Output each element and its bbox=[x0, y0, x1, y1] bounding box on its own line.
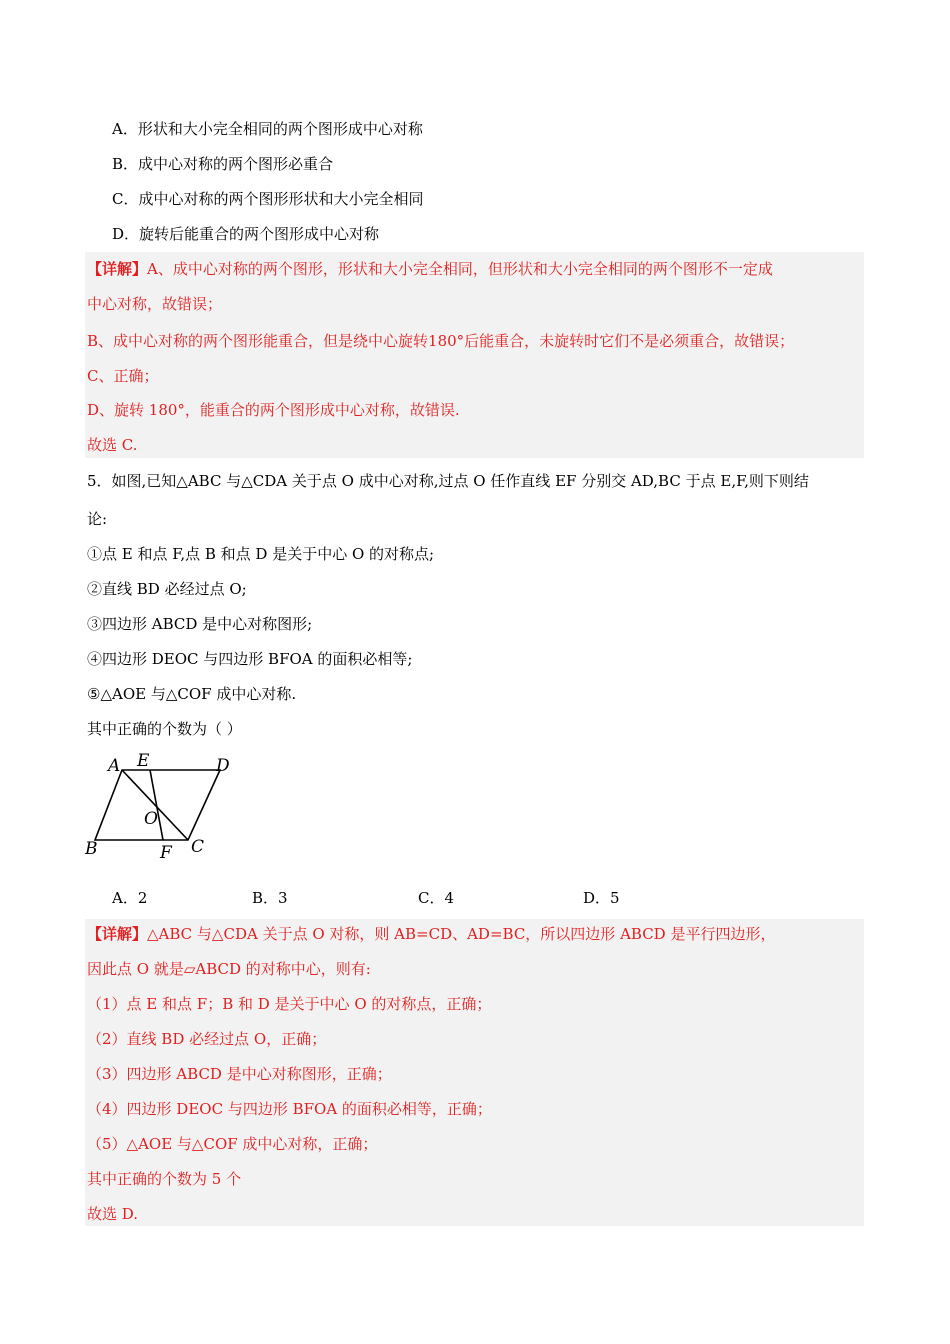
q5-solution-line-6: （4）四边形 DEOC 与四边形 BFOA 的面积必相等，正确； bbox=[87, 1100, 492, 1118]
q4-solution-box bbox=[85, 252, 864, 458]
q5-solution-line-5: （3）四边形 ABCD 是中心对称图形，正确； bbox=[87, 1065, 392, 1083]
q5-solution-text-1: △ABC 与△CDA 关于点 O 对称，则 AB=CD、AD=BC，所以四边形 ABCD 是平行四边形， bbox=[147, 925, 776, 943]
q5-statement-2: ②直线 BD 必经过点 O; bbox=[87, 580, 247, 598]
q4-option-b: B．成中心对称的两个图形必重合 bbox=[112, 155, 334, 173]
q5-solution-line-9: 故选 D. bbox=[87, 1205, 139, 1223]
segment-ef bbox=[150, 770, 163, 840]
q5-statement-1: ①点 E 和点 F,点 B 和点 D 是关于中心 O 的对称点; bbox=[87, 545, 435, 563]
label-d: D bbox=[216, 756, 230, 776]
q4-solution-line-1 bbox=[87, 259, 773, 279]
q5-choice-a: A．2 bbox=[112, 889, 148, 907]
q4-solution-tag: 【详解】 bbox=[87, 260, 148, 278]
q5-solution-line-7: （5）△AOE 与△COF 成中心对称，正确； bbox=[87, 1135, 378, 1153]
label-a: A bbox=[108, 756, 121, 776]
q5-solution-line-2: 因此点 O 就是▱ABCD 的对称中心，则有: bbox=[87, 960, 371, 978]
diagonal-ac bbox=[122, 770, 188, 840]
q5-choice-c: C．4 bbox=[418, 889, 455, 907]
q4-solution-line-2: 中心对称，故错误； bbox=[87, 295, 223, 313]
q5-choice-d: D．5 bbox=[583, 889, 620, 907]
label-e: E bbox=[137, 751, 150, 771]
q5-parallelogram-figure bbox=[80, 748, 250, 866]
q5-choice-b: B．3 bbox=[252, 889, 288, 907]
q4-option-a: A．形状和大小完全相同的两个图形成中心对称 bbox=[112, 120, 423, 138]
q5-solution-tag: 【详解】 bbox=[87, 925, 148, 943]
q5-question: 其中正确的个数为（ ） bbox=[87, 720, 242, 738]
label-c: C bbox=[191, 837, 205, 857]
q4-option-d: D．旋转后能重合的两个图形成中心对称 bbox=[112, 225, 380, 243]
q5-solution-line-1 bbox=[87, 924, 775, 944]
q4-solution-line-3: B、成中心对称的两个图形能重合，但是绕中心旋转180°后能重合，未旋转时它们不是必须重合，故错误； bbox=[87, 332, 795, 350]
q5-solution-line-3: （1）点 E 和点 F；B 和 D 是关于中心 O 的对称点，正确； bbox=[87, 995, 492, 1013]
label-o: O bbox=[144, 809, 158, 829]
q4-option-c: C．成中心对称的两个图形形状和大小完全相同 bbox=[112, 190, 424, 208]
q5-statement-5: ⑤△AOE 与△COF 成中心对称. bbox=[87, 685, 297, 703]
q5-stem-line-1: 5．如图,已知△ABC 与△CDA 关于点 O 成中心对称,过点 O 任作直线 EF 分别交 AD,BC 于点 E,F,则下则结 bbox=[87, 472, 809, 490]
q5-solution-box bbox=[85, 919, 864, 1226]
q4-solution-line-6: 故选 C. bbox=[87, 436, 138, 454]
q5-solution-line-4: （2）直线 BD 必经过点 O，正确； bbox=[87, 1030, 327, 1048]
q5-stem-line-2: 论: bbox=[87, 510, 108, 528]
q5-statement-4: ④四边形 DEOC 与四边形 BFOA 的面积必相等; bbox=[87, 650, 413, 668]
q4-solution-text-1: A、成中心对称的两个图形，形状和大小完全相同，但形状和大小完全相同的两个图形不一定成 bbox=[147, 260, 773, 278]
q4-solution-line-5: D、旋转 180°，能重合的两个图形成中心对称，故错误. bbox=[87, 401, 460, 419]
parallelogram-abcd bbox=[95, 770, 220, 840]
q5-statement-3: ③四边形 ABCD 是中心对称图形; bbox=[87, 615, 313, 633]
label-b: B bbox=[85, 839, 98, 859]
q4-solution-line-4: C、正确； bbox=[87, 367, 159, 385]
q5-solution-line-8: 其中正确的个数为 5 个 bbox=[87, 1170, 242, 1188]
label-f: F bbox=[160, 843, 172, 863]
